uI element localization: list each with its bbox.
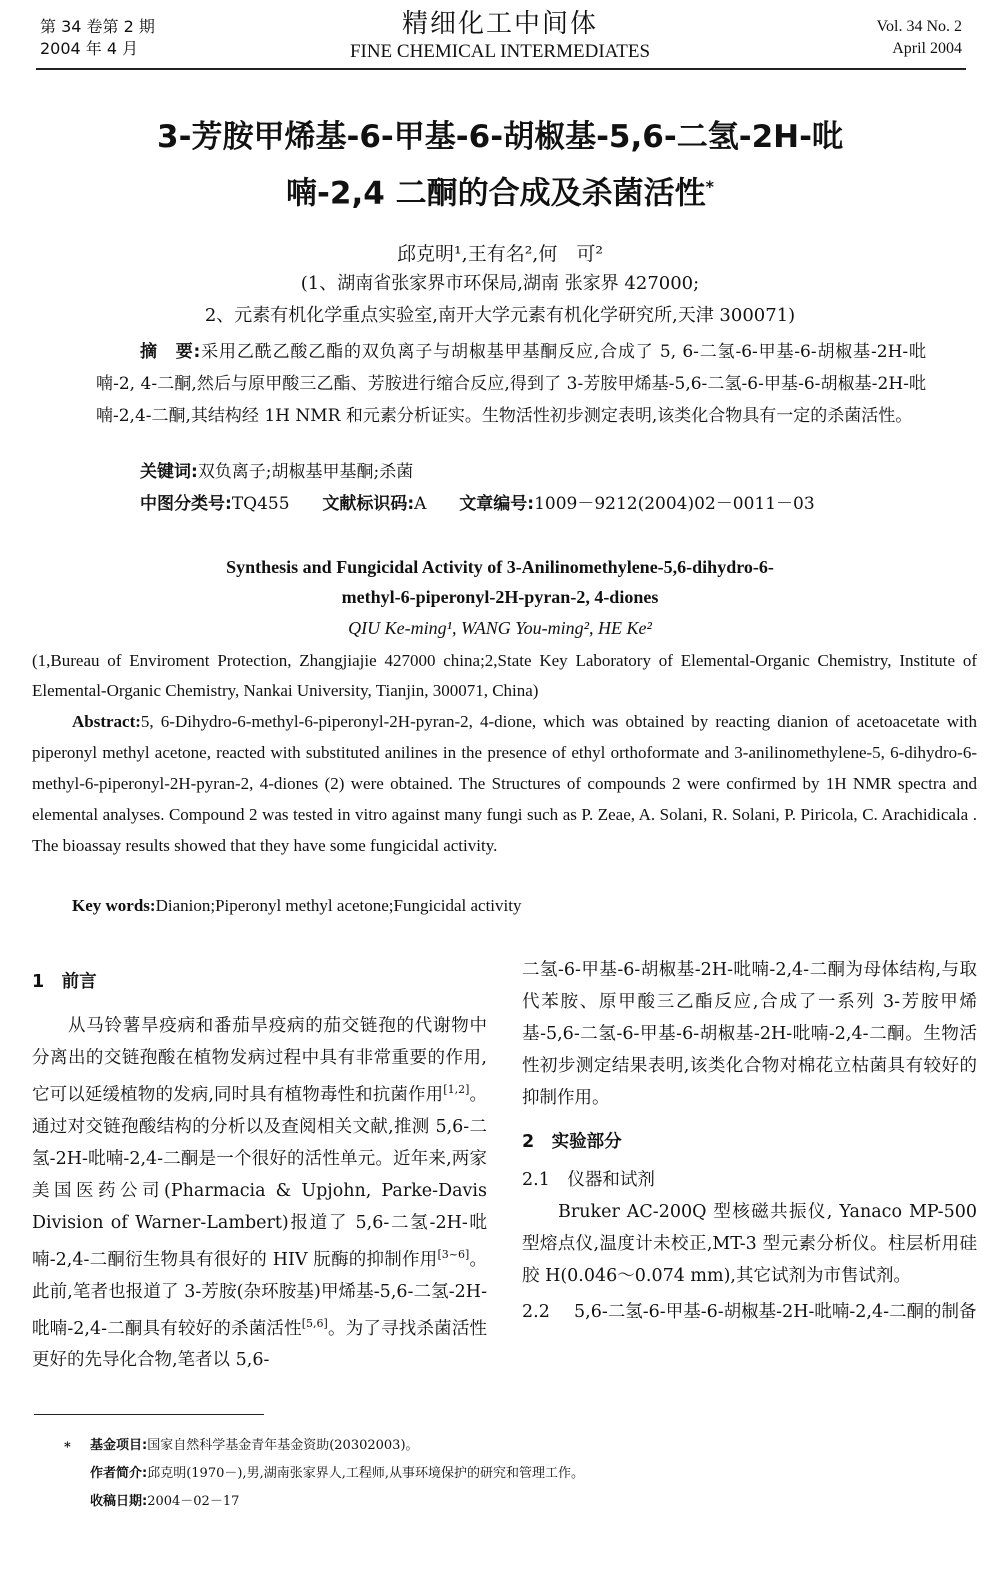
citation-1: [1,2]: [443, 1083, 470, 1096]
doc-code-label: 文献标识码:: [322, 494, 415, 514]
author-bio-label: 作者简介:: [90, 1466, 148, 1481]
intro-text-2: 。通过对交链孢酸结构的分析以及查阅相关文献,推测 5,6-二氢-2H-吡喃-2,4-二酮是一个很好的活性单元。近年来,两家美国医药公司(Pharmacia & Upjohn, Parke-Davis Division of Warner-Lambert)报道了 5,6-二氢-2H-吡喃-2,4-二酮衍生物具有很好的 HIV 朊酶的抑制作用: [32, 1084, 488, 1270]
article-no-value: 1009－9212(2004)02－0011－03: [534, 494, 815, 514]
journal-masthead: [0, 8, 1000, 64]
journal-name-en: FINE CHEMICAL INTERMEDIATES: [349, 41, 651, 62]
section-1-heading: 1 前言: [32, 972, 97, 992]
intro-text-4: 。为了寻找杀菌活性更好的先导化合物,笔者以 5,6-: [32, 1318, 488, 1371]
keywords-cn: [140, 458, 413, 486]
citation-3: [5,6]: [301, 1316, 328, 1330]
paper-title: [60, 112, 940, 218]
fund-text: 国家自然科学基金青年基金资助(20302003)。: [147, 1438, 419, 1453]
footnote-author: [62, 1462, 962, 1486]
section-2-heading: 2 实验部分: [522, 1132, 622, 1152]
intro-paragraph: [32, 1010, 487, 1376]
doc-code-value: A: [414, 494, 427, 514]
abstract-en-label: Abstract:: [72, 712, 141, 731]
intro-text-3: 。此前,笔者也报道了 3-芳胺(杂环胺基)甲烯基-5,6-二氢-2H-吡喃-2,4-二酮具有较好的杀菌活性: [32, 1249, 488, 1339]
keywords-cn-text: 双负离子;胡椒基甲基酮;杀菌: [197, 462, 414, 482]
title-en-line-2: methyl-6-piperonyl-2H-pyran-2, 4-diones: [341, 587, 659, 607]
intro-text-1: 从马铃薯旱疫病和番茄旱疫病的茄交链孢的代谢物中分离出的交链孢酸在植物发病过程中具有非常重要的作用,它可以延缓植物的发病,同时具有植物毒性和抗菌作用: [32, 1016, 487, 1105]
citation-2: [3~6]: [437, 1247, 470, 1261]
received-date-text: 2004－02－17: [147, 1494, 240, 1509]
section-2-2-number: 2.2: [522, 1302, 550, 1322]
date-en: April 2004: [892, 40, 962, 57]
volume-issue-cn: 第 34 卷第 2 期: [40, 17, 155, 36]
section-2-1-heading: 2.1 仪器和试剂: [522, 1170, 655, 1190]
affiliation-1: (1、湖南省张家界市环保局,湖南 张家界 427000;: [300, 273, 700, 294]
date-cn: 2004 年 4 月: [40, 39, 139, 58]
abstract-cn-label: 摘 要:: [140, 342, 201, 362]
author-bio-text: 邱克明(1970－),男,湖南张家界人,工程师,从事环境保护的研究和管理工作。: [147, 1466, 584, 1481]
article-no-label: 文章编号:: [459, 494, 535, 514]
journal-name-cn: 精细化工中间体: [401, 9, 598, 39]
keywords-en-text: Dianion;Piperonyl methyl acetone;Fungicidal activity: [155, 896, 522, 915]
fund-label: 基金项目:: [90, 1438, 148, 1453]
footnote-fund: [62, 1434, 962, 1458]
section-2-2-heading: [522, 1296, 977, 1328]
footnote-rule: [34, 1414, 264, 1415]
footnote-date: [62, 1490, 962, 1514]
clc-label: 中图分类号:: [140, 494, 232, 514]
issue-info-right: [877, 16, 963, 60]
classification-line: [140, 490, 815, 518]
intro-continued: 二氢-6-甲基-6-胡椒基-2H-吡喃-2,4-二酮为母体结构,与取代苯胺、原甲酸三乙酯反应,合成了一系列 3-芳胺甲烯基-5,6-二氢-6-甲基-6-胡椒基-2H-吡喃-2,4-二酮。生物活性初步测定结果表明,该类化合物对棉花立枯菌具有较好的抑制作用。: [522, 960, 977, 1108]
volume-issue-en: Vol. 34 No. 2: [876, 18, 962, 35]
keywords-en: [72, 892, 521, 920]
authors-cn: 邱克明¹,王有名²,何 可²: [397, 243, 603, 265]
title-line-2: 喃-2,4 二酮的合成及杀菌活性: [286, 175, 706, 212]
clc-value: TQ455: [231, 494, 290, 514]
body-right-column: [522, 954, 977, 1328]
abstract-en: [32, 706, 977, 861]
keywords-en-label: Key words:: [72, 896, 156, 915]
affiliations-cn: [0, 268, 1000, 332]
instruments-paragraph: Bruker AC-200Q 型核磁共振仪, Yanaco MP-500 型熔点仪,温度计未校正,MT-3 型元素分析仪。柱层析用硅胶 H(0.046～0.074 mm),其它试剂为市售试剂。: [522, 1202, 977, 1286]
keywords-cn-label: 关键词:: [140, 462, 198, 482]
received-date-label: 收稿日期:: [90, 1494, 148, 1509]
body-left-column: [32, 966, 487, 1376]
title-en: [0, 552, 1000, 612]
abstract-cn: [96, 336, 926, 432]
header-rule: [36, 68, 966, 70]
authors-en: QIU Ke-ming¹, WANG You-ming², HE Ke²: [348, 618, 652, 638]
footnote-star: *: [64, 1440, 71, 1455]
affiliation-2: 2、元素有机化学重点实验室,南开大学元素有机化学研究所,天津 300071): [204, 305, 796, 326]
title-footnote-mark: *: [705, 177, 714, 196]
abstract-en-text: 5, 6-Dihydro-6-methyl-6-piperonyl-2H-pyran-2, 4-dione, which was obtained by reacting dianion of acetoacetate with piperonyl methyl acetone, reacted with substituted anilines in the presence of ethyl orthoformate and 3-anilinomethylene-5, 6-dihydro-6-methyl-6-piperonyl-2H-pyran-2, 4-diones (2) were obtained. The Structures of compounds 2 were confirmed by 1H NMR spectra and elemental analyses. Compound 2 was tested in vitro against many fungi such as P. Zeae, A. Solani, R. Solani, P. Piricola, C. Arachidicala . The bioassay results showed that they have some fungicidal activity.: [32, 712, 977, 855]
title-en-line-1: Synthesis and Fungicidal Activity of 3-Anilinomethylene-5,6-dihydro-6-: [226, 557, 774, 577]
abstract-cn-text: 采用乙酰乙酸乙酯的双负离子与胡椒基甲基酮反应,合成了 5, 6-二氢-6-甲基-6-胡椒基-2H-吡喃-2, 4-二酮,然后与原甲酸三乙酯、芳胺进行缩合反应,得到了 3-芳胺甲烯基-5,6-二氢-6-甲基-6-胡椒基-2H-吡喃-2,4-二酮,其结构经 1H NMR 和元素分析证实。生物活性初步测定表明,该类化合物具有一定的杀菌活性。: [96, 342, 926, 426]
affiliation-en: (1,Bureau of Enviroment Protection, Zhangjiajie 427000 china;2,State Key Laboratory of Elemental-Organic Chemistry, Institute of Elemental-Organic Chemistry, Nankai University, Tianjin, 300071, China): [32, 651, 977, 700]
section-2-2-title: 5,6-二氢-6-甲基-6-胡椒基-2H-吡喃-2,4-二酮的制备: [574, 1302, 977, 1322]
title-line-1: 3-芳胺甲烯基-6-甲基-6-胡椒基-5,6-二氢-2H-吡: [157, 119, 843, 155]
